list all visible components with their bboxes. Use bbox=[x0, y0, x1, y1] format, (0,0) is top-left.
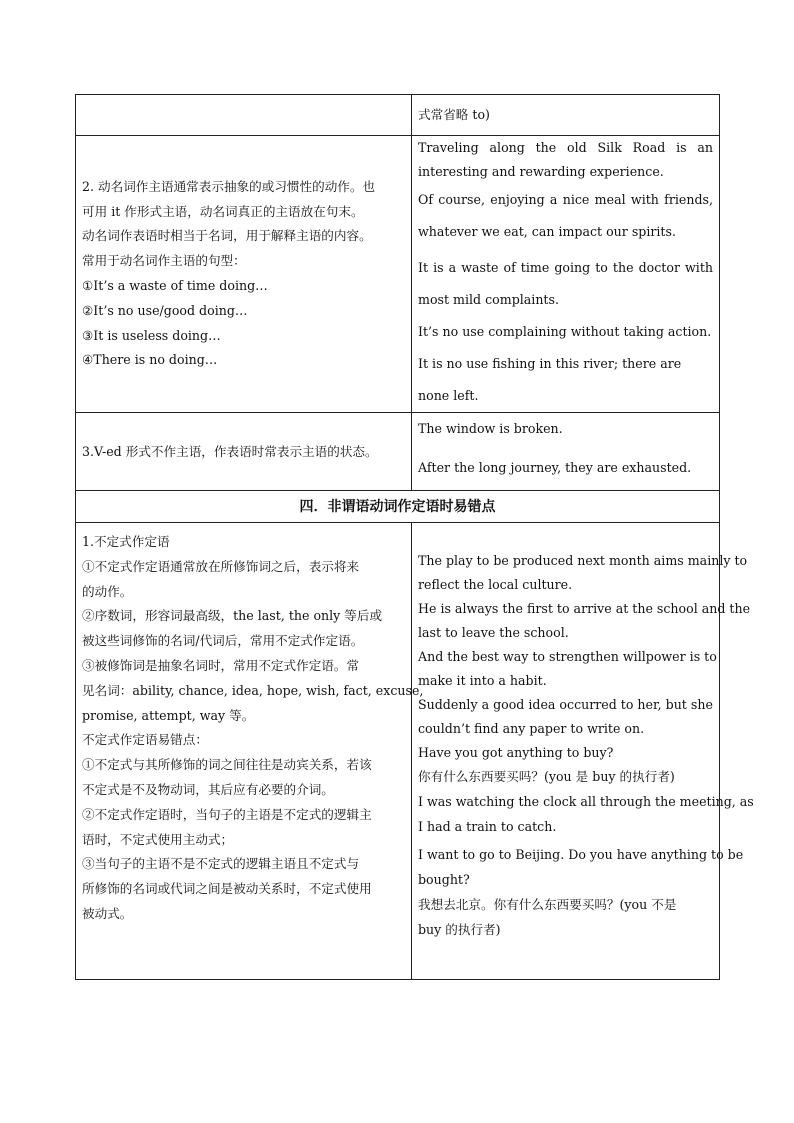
rule-text: ③被修饰词是抽象名词时，常用不定式作定语。常 bbox=[82, 657, 360, 673]
table-row bbox=[76, 136, 720, 413]
example-text: couldn’t find any paper to write on. bbox=[418, 721, 645, 736]
example-text: make it into a habit. bbox=[418, 673, 547, 688]
left-cell bbox=[76, 413, 412, 491]
example-text: It is no use fishing in this river; there are none left. bbox=[418, 356, 682, 403]
rule-text: ①不定式作定语通常放在所修饰词之后，表示将来 bbox=[82, 558, 360, 574]
example-text: 你有什么东西要买吗？(you 是 buy 的执行者) bbox=[418, 769, 675, 784]
rule-text: 所修饰的名词或代词之间是被动关系时，不定式使用 bbox=[82, 881, 372, 897]
left-cell bbox=[76, 523, 424, 980]
left-cell bbox=[76, 136, 412, 413]
rule-text: ②不定式作定语时，当句子的主语是不定式的逻辑主 bbox=[82, 806, 372, 822]
right-cell bbox=[412, 136, 720, 413]
table-row bbox=[76, 523, 720, 980]
rule-text: 可用 it 作形式主语，动名词真正的主语放在句末。 bbox=[82, 203, 364, 219]
example-text: The play to be produced next month aims mainly to bbox=[418, 553, 748, 568]
example-text: Suddenly a good idea occurred to her, but she bbox=[418, 697, 713, 712]
rule-text: ②It’s no use/good doing… bbox=[82, 302, 248, 318]
left-cell bbox=[76, 95, 412, 136]
rule-text: 常用于动名词作主语的句型： bbox=[82, 253, 246, 269]
example-text: I had a train to catch. bbox=[418, 819, 557, 834]
rule-text: ①不定式与其所修饰的词之间往往是动宾关系，若该 bbox=[82, 757, 372, 773]
right-cell bbox=[412, 523, 754, 980]
rule-text: 见名词：ability, chance, idea, hope, wish, fact, excuse, bbox=[82, 682, 424, 698]
example-text: 我想去北京。你有什么东西要买吗？(you 不是 bbox=[418, 897, 677, 912]
rule-text: 2. 动名词作主语通常表示抽象的或习惯性的动作。也 bbox=[82, 178, 376, 194]
rule-text: ③It is useless doing… bbox=[82, 327, 221, 343]
example-text: He is always the first to arrive at the school and the bbox=[418, 601, 751, 616]
right-cell bbox=[412, 95, 720, 136]
example-text: It is a waste of time going to the doctor with most mild complaints. bbox=[418, 260, 713, 307]
example-text: Have you got anything to buy? bbox=[418, 745, 614, 760]
rule-text: 3.V-ed 形式不作主语，作表语时常表示主语的状态。 bbox=[82, 443, 378, 459]
example-text: After the long journey, they are exhausted. bbox=[418, 460, 692, 475]
rule-text: 的动作。 bbox=[82, 583, 133, 599]
section-heading: 四．非谓语动词作定语时易错点 bbox=[299, 498, 496, 515]
example-text: I want to go to Beijing. Do you have anything to be bbox=[418, 847, 744, 862]
example-text: I was watching the clock all through the meeting, as bbox=[418, 794, 754, 809]
rule-text: ④There is no doing… bbox=[82, 352, 218, 368]
table-row bbox=[76, 95, 720, 136]
rule-text: 1.不定式作定语 bbox=[82, 534, 170, 549]
table-row bbox=[76, 413, 720, 491]
rule-text: promise, attempt, way 等。 bbox=[82, 707, 255, 723]
rule-text: 被动式。 bbox=[82, 905, 133, 921]
grammar-table bbox=[75, 94, 754, 980]
rule-text: 不定式是不及物动词，其后应有必要的介词。 bbox=[82, 781, 334, 797]
rule-text: 被这些词修饰的名词/代词后，常用不定式作定语。 bbox=[82, 633, 364, 649]
example-text: reflect the local culture. bbox=[418, 577, 573, 592]
rule-text: ①It’s a waste of time doing… bbox=[82, 278, 268, 293]
example-text: last to leave the school. bbox=[418, 625, 569, 640]
example-text: bought? bbox=[418, 872, 470, 887]
example-text: The window is broken. bbox=[418, 421, 563, 436]
table-row bbox=[76, 491, 720, 523]
right-cell bbox=[412, 413, 720, 491]
example-text: Of course, enjoying a nice meal with friends, whatever we eat, can impact our spirits. bbox=[418, 192, 713, 239]
example-text: buy 的执行者) bbox=[418, 922, 501, 937]
example-text: It’s no use complaining without taking action. bbox=[418, 324, 712, 339]
section-heading-cell bbox=[76, 491, 720, 523]
example-text: And the best way to strengthen willpower is to bbox=[418, 649, 717, 664]
rule-text: ③当句子的主语不是不定式的逻辑主语且不定式与 bbox=[82, 856, 360, 872]
example-text: Traveling along the old Silk Road is an interesting and rewarding experience. bbox=[418, 140, 713, 179]
rule-text: ②序数词，形容词最高级，the last, the only 等后或 bbox=[82, 608, 383, 624]
rule-text: 语时，不定式使用主动式； bbox=[82, 831, 234, 847]
rule-text: 不定式作定语易错点： bbox=[82, 732, 208, 748]
rule-text: 动名词作表语时相当于名词，用于解释主语的内容。 bbox=[82, 228, 372, 244]
example-text: 式常省略 to) bbox=[418, 107, 490, 122]
